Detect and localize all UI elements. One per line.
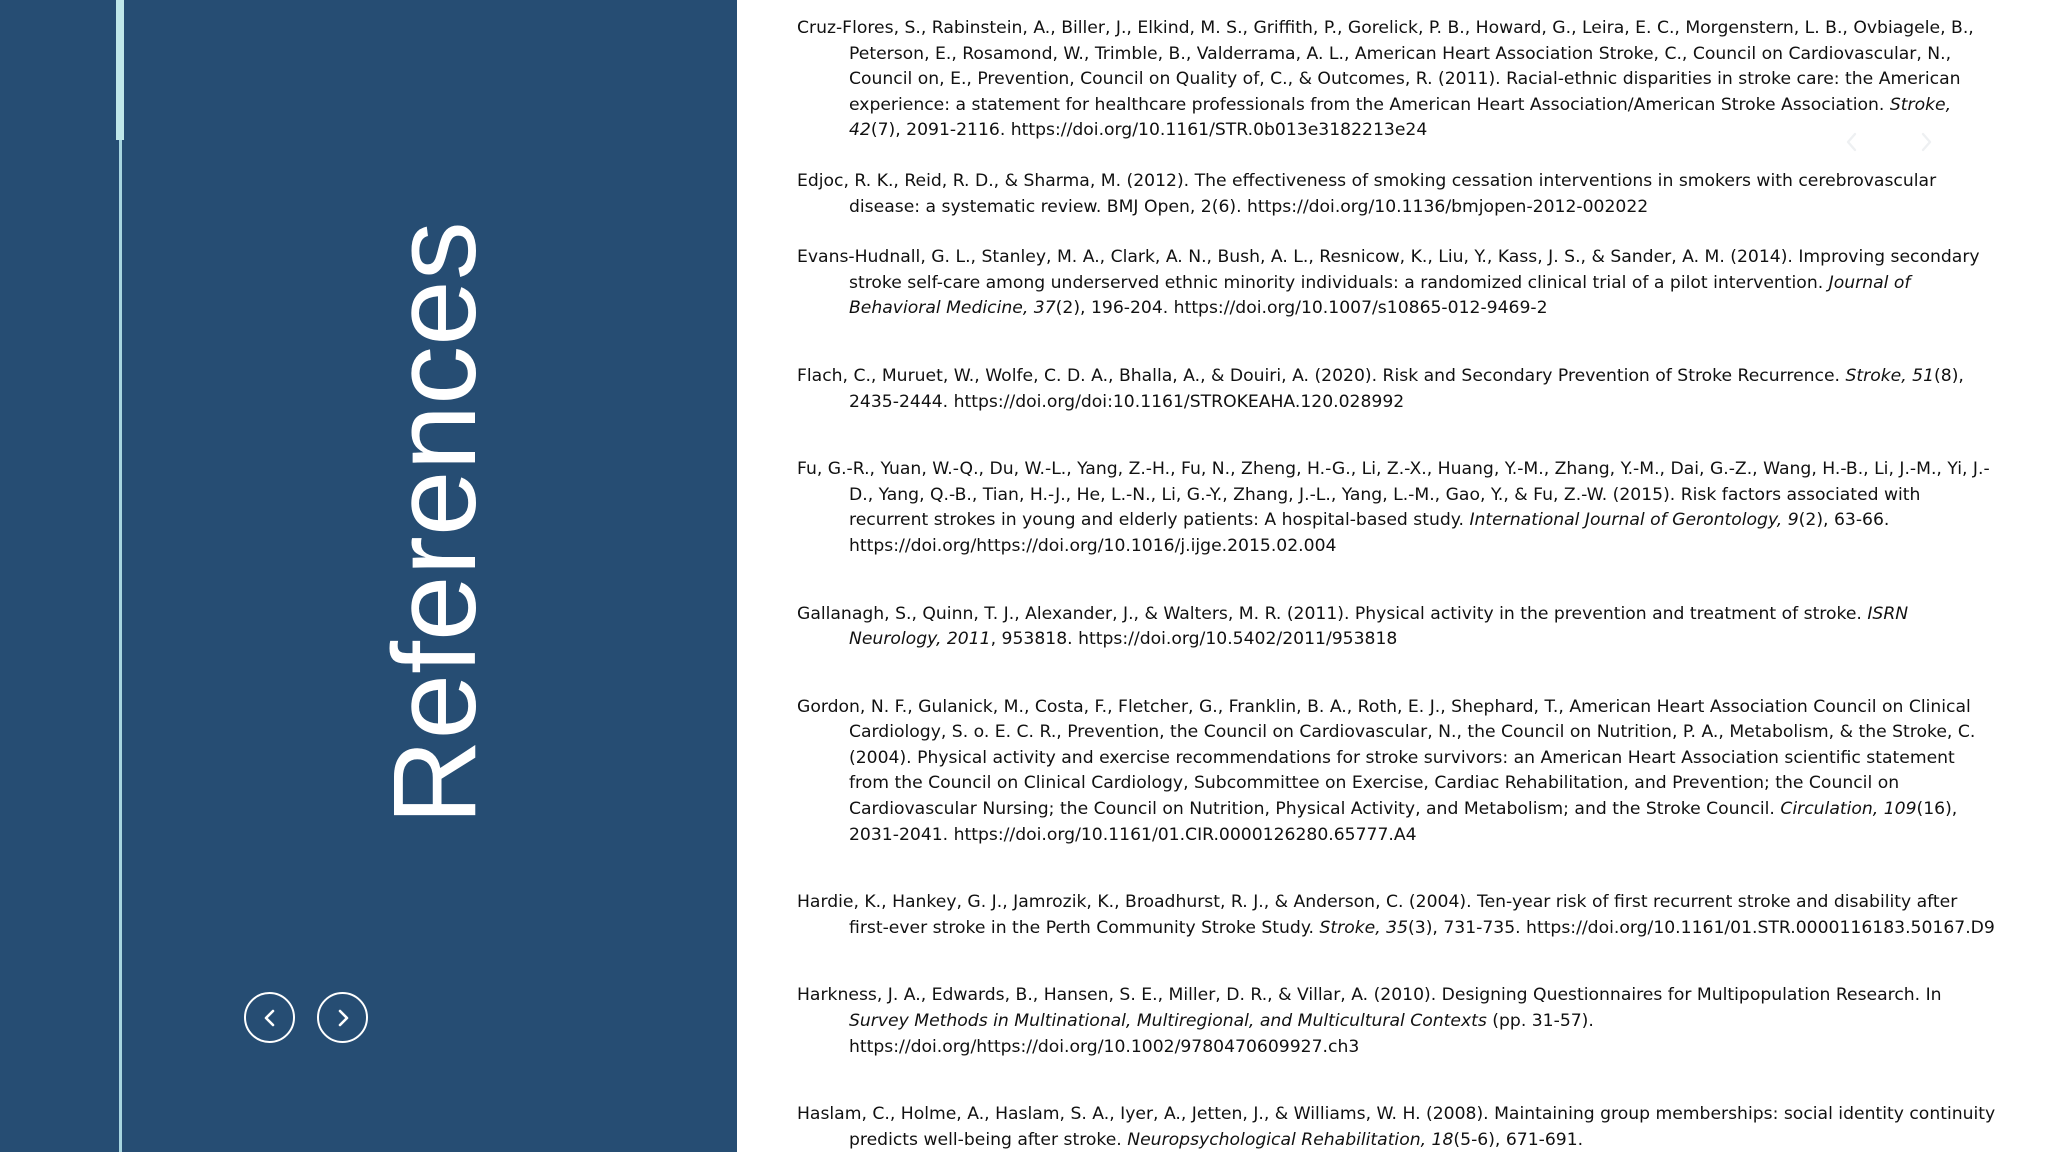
reference-details: (3), 731-735. https://doi.org/10.1161/01.STR.0000116183.50167.D9 xyxy=(1408,917,1995,938)
reference-source: Survey Methods in Multinational, Multiregional, and Multicultural Contexts xyxy=(849,1011,1487,1032)
reference-details: (pp. 31-57). https://doi.org/https://doi.org/10.1002/9780470609927.ch3 xyxy=(849,1011,1594,1057)
reference-text: Hardie, K., Hankey, G. J., Jamrozik, K., Broadhurst, R. J., & Anderson, C. (2004). Ten-year risk of first recurrent stroke and disability after first-ever stroke in the Perth Community Stroke Study. xyxy=(797,892,1958,938)
slide-title: References xyxy=(369,221,501,825)
reference-text: Haslam, C., Holme, A., Haslam, S. A., Iyer, A., Jetten, J., & Williams, W. H. (2008). Maintaining group memberships: social identity continuity predicts well-being after stroke. xyxy=(797,1104,1996,1150)
reference-item xyxy=(797,364,1997,415)
reference-text: Evans-Hudnall, G. L., Stanley, M. A., Clark, A. N., Bush, A. L., Resnicow, K., Liu, Y., Kass, J. S., & Sander, A. M. (2014). Improving secondary stroke self-care among underserved ethnic minority individuals: a randomized clinical trial of a pilot intervention. xyxy=(797,247,1980,293)
reference-details: (7), 2091-2116. https://doi.org/10.1161/STR.0b013e3182213e24 xyxy=(870,120,1428,141)
vertical-divider-line xyxy=(119,0,122,1152)
reference-item xyxy=(797,602,1997,653)
reference-item xyxy=(797,16,1997,144)
reference-list xyxy=(797,16,1997,1152)
reference-item xyxy=(797,983,1997,1060)
chevron-right-icon xyxy=(335,1008,351,1028)
reference-text: Harkness, J. A., Edwards, B., Hansen, S. E., Miller, D. R., & Villar, A. (2010). Designing Questionnaires for Multipopulation Research. In xyxy=(797,985,1942,1006)
reference-text: Gordon, N. F., Gulanick, M., Costa, F., Fletcher, G., Franklin, B. A., Roth, E. J., Shephard, T., American Heart Association Council on Clinical Cardiology, S. o. E. C. R., Prevention, the Council on Cardiovascular, N., the Council on Nutrition, P. A., Metabolism, & the Stroke, C. (2004). Physical activity and exercise recommendations for stroke survivors: an American Heart Association scientific statement from the Council on Clinical Cardiology, Subcommittee on Exercise, Cardiac Rehabilitation, and Prevention; the Council on Cardiovascular Nursing; the Council on Nutrition, Physical Activity, and Metabolism; and the Stroke Council. xyxy=(797,696,1976,820)
reference-item xyxy=(797,695,1997,849)
reference-item xyxy=(797,1102,1997,1152)
reference-source: Circulation, 109 xyxy=(1780,799,1917,820)
title-panel xyxy=(0,0,737,1152)
reference-details: (8), 2435-2444. https://doi.org/doi:10.1161/STROKEAHA.120.028992 xyxy=(849,365,1964,412)
reference-source: ISRN Neurology, 2011 xyxy=(849,603,1909,650)
reference-details: (16), 2031-2041. https://doi.org/10.1161/01.CIR.0000126280.65777.A4 xyxy=(849,799,1958,845)
reference-source: Journal of Behavioral Medicine, 37 xyxy=(849,272,1911,319)
previous-slide-button[interactable] xyxy=(244,992,295,1043)
reference-details: (5-6), 671-691. xyxy=(1453,1129,1584,1150)
reference-details: , 953818. https://doi.org/10.5402/2011/953818 xyxy=(990,629,1398,650)
reference-source: Neuropsychological Rehabilitation, 18 xyxy=(1127,1129,1454,1150)
reference-details: (2), 63-66. https://doi.org/https://doi.org/10.1016/j.ijge.2015.02.004 xyxy=(849,510,1890,556)
reference-text: Cruz-Flores, S., Rabinstein, A., Biller, J., Elkind, M. S., Griffith, P., Gorelick, P. B., Howard, G., Leira, E. C., Morgenstern, L. B., Ovbiagele, B., Peterson, E., Rosamond, W., Trimble, B., Valderrama, A. L., American Heart Association Stroke, C., Council on Cardiovascular, N., Council on, E., Prevention, Council on Quality of, C., & Outcomes, R. (2011). Racial-ethnic disparities in stroke care: the American experience: a statement for healthcare professionals from the American Heart Association/American Stroke Association. xyxy=(797,18,1974,115)
next-slide-button[interactable] xyxy=(317,992,368,1043)
reference-source: Stroke, 42 xyxy=(849,94,1952,141)
reference-item xyxy=(797,245,1997,322)
reference-source: Stroke, 51 xyxy=(1845,365,1935,386)
reference-text: Edjoc, R. K., Reid, R. D., & Sharma, M. (2012). The effectiveness of smoking cessation interventions in smokers with cerebrovascular disease: a systematic review. BMJ Open, 2(6). https://doi.org/10.1136/bmjopen-2012-002022 xyxy=(797,170,1937,217)
reference-text: Flach, C., Muruet, W., Wolfe, C. D. A., Bhalla, A., & Douiri, A. (2020). Risk and Secondary Prevention of Stroke Recurrence. xyxy=(797,365,1846,386)
chevron-left-icon xyxy=(262,1008,278,1028)
reference-item xyxy=(797,457,1997,559)
reference-item xyxy=(797,890,1997,941)
vertical-accent-bar xyxy=(116,0,124,140)
reference-source: International Journal of Gerontology, 9 xyxy=(1469,510,1799,531)
reference-item xyxy=(797,169,1997,220)
reference-details: (2), 196-204. https://doi.org/10.1007/s10865-012-9469-2 xyxy=(1055,298,1548,319)
reference-text: Fu, G.-R., Yuan, W.-Q., Du, W.-L., Yang, Z.-H., Fu, N., Zheng, H.-G., Li, Z.-X., Huang, Y.-M., Zhang, Y.-M., Dai, G.-Z., Wang, H.-B., Li, J.-M., Yi, J.-D., Yang, Q.-B., Tian, H.-J., He, L.-N., Li, G.-Y., Zhang, J.-L., Yang, L.-M., Gao, Y., & Fu, Z.-W. (2015). Risk factors associated with recurrent strokes in young and elderly patients: A hospital-based study. xyxy=(797,459,1990,531)
reference-source: Stroke, 35 xyxy=(1319,917,1409,938)
reference-text: Gallanagh, S., Quinn, T. J., Alexander, J., & Walters, M. R. (2011). Physical activity in the prevention and treatment of stroke. xyxy=(797,603,1868,624)
